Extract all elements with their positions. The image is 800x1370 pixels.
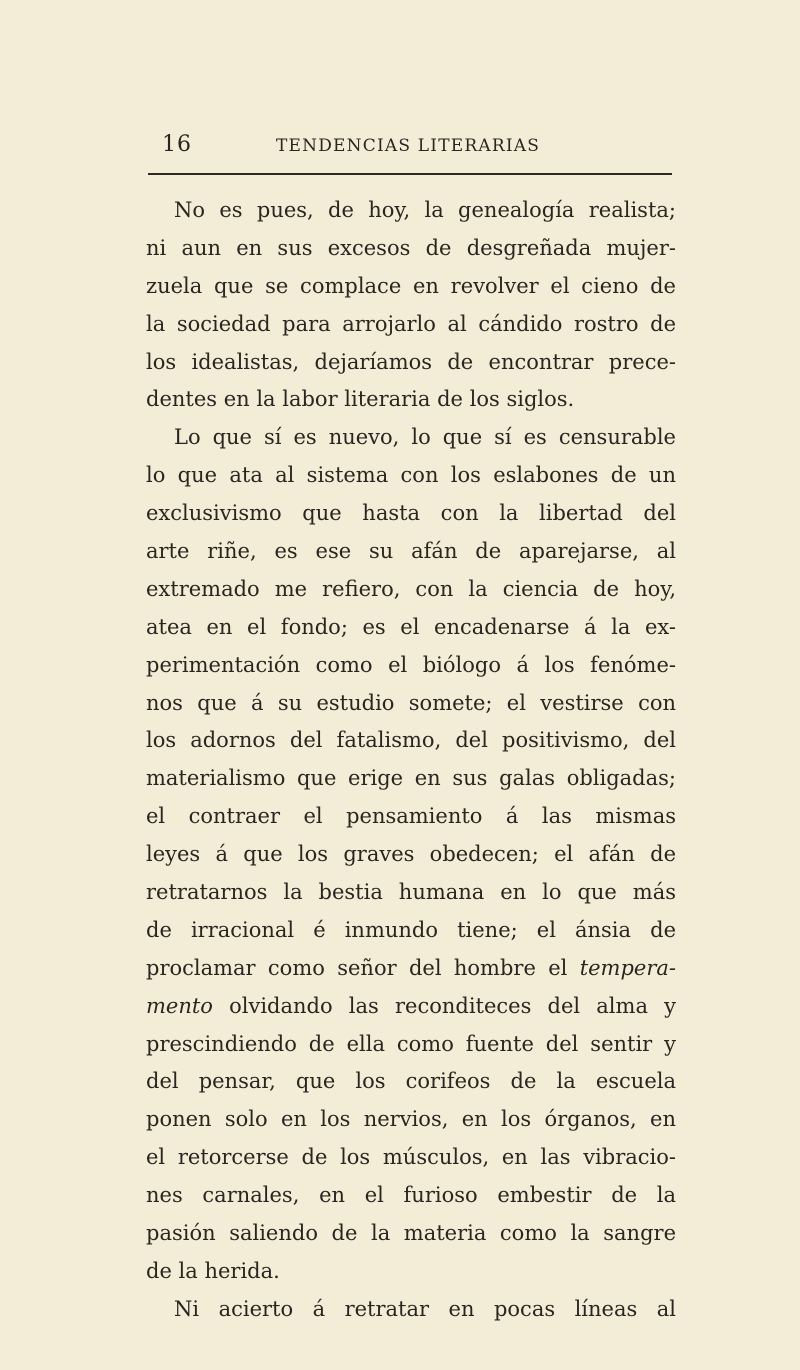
text-line: la sociedad para arrojarlo al cándido rostro de [146, 311, 676, 336]
text-line: pasión saliendo de la materia como la sangre [146, 1221, 676, 1246]
italic-word: tempera- [579, 955, 676, 980]
text-line: No es pues, de hoy, la genealogía realista; [174, 198, 676, 222]
text-line: zuela que se complace en revolver el cieno de [146, 273, 676, 298]
line-text: proclamar como señor del hombre el [146, 955, 580, 980]
text-line: los adornos del fatalismo, del positivismo, del [146, 728, 676, 753]
text-line: extremado me refiero, con la ciencia de hoy, [146, 576, 676, 601]
text-line: el retorcerse de los músculos, en las vibracio- [146, 1145, 676, 1170]
text-line: ponen solo en los nervios, en los órganos, en [146, 1107, 676, 1132]
text-line: perimentación como el biólogo á los fenóme- [146, 652, 676, 677]
text-line: dentes en la labor literaria de los siglos. [146, 387, 575, 412]
text-line [146, 988, 676, 1026]
page-header [162, 132, 674, 166]
text-line [146, 950, 676, 988]
line-text: olvidando las reconditeces del alma y [212, 993, 676, 1018]
text-line: retratarnos la bestia humana en lo que más [146, 880, 676, 905]
text-line: materialismo que erige en sus galas obligadas; [146, 766, 676, 791]
text-line: de la herida. [146, 1258, 280, 1283]
text-line: del pensar, que los corifeos de la escuela [146, 1069, 676, 1094]
text-line: lo que ata al sistema con los eslabones de un [146, 463, 676, 488]
text-line: Lo que sí es nuevo, lo que sí es censurable [174, 425, 676, 450]
italic-word: mento [146, 993, 213, 1018]
text-line: arte riñe, es ese su afán de aparejarse, al [146, 539, 676, 564]
text-line: Ni acierto á retratar en pocas líneas al [174, 1296, 676, 1321]
text-line: de irracional é inmundo tiene; el ánsia de [146, 917, 676, 942]
page-number: 16 [162, 132, 192, 157]
header-rule [148, 173, 672, 175]
text-line: prescindiendo de ella como fuente del sentir y [146, 1031, 676, 1056]
text-line: atea en el fondo; es el encadenarse á la ex- [146, 614, 676, 639]
running-title: TENDENCIAS LITERARIAS [276, 136, 541, 156]
text-line: el contraer el pensamiento á las mismas [146, 804, 676, 829]
text-line: los idealistas, dejaríamos de encontrar prece- [146, 349, 676, 374]
text-line: nos que á su estudio somete; el vestirse con [146, 690, 676, 715]
text-line: leyes á que los graves obedecen; el afán de [146, 842, 676, 867]
text-line: ni aun en sus excesos de desgreñada mujer- [146, 235, 676, 260]
text-line: nes carnales, en el furioso embestir de la [146, 1183, 676, 1208]
text-line: exclusivismo que hasta con la libertad del [146, 501, 676, 526]
body-text [146, 192, 676, 1329]
